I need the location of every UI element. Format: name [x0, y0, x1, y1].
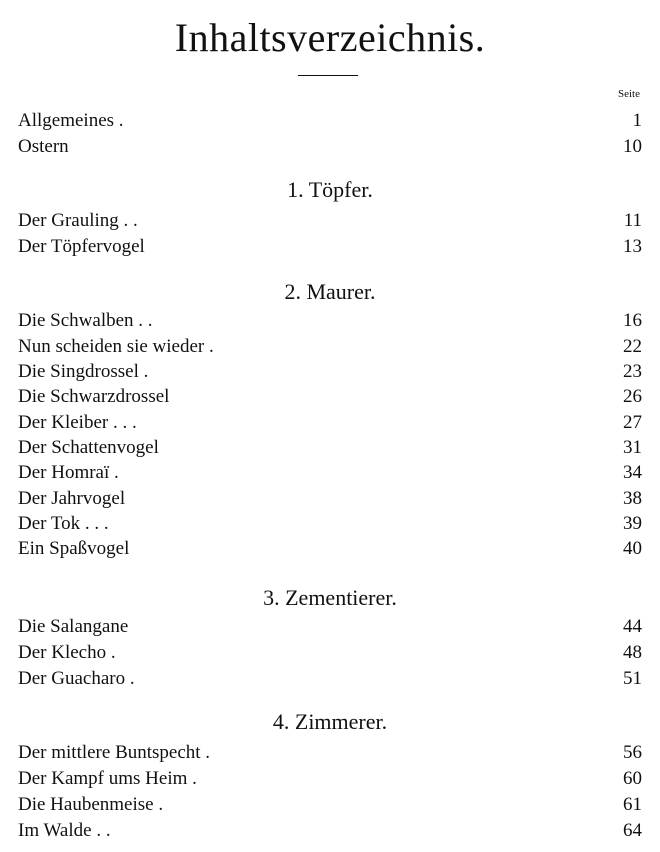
- toc-entry-title: Der Tok . . .: [18, 513, 109, 534]
- toc-entry: [18, 740, 642, 766]
- toc-entry-title: Ein Spaßvogel: [18, 538, 130, 559]
- toc-entry: [18, 766, 642, 792]
- toc-entry: [18, 536, 642, 562]
- toc-entry-title: Ostern: [18, 136, 69, 157]
- toc-entry-page: 31: [623, 437, 642, 458]
- toc-entry-page: 34: [623, 462, 642, 483]
- toc-entry: [18, 334, 642, 360]
- toc-entry-title: Die Singdrossel .: [18, 361, 149, 382]
- toc-entry: [18, 234, 642, 260]
- toc-entry: [18, 410, 642, 436]
- toc-entry-title: Die Salangane: [18, 616, 129, 637]
- toc-entry-page: 16: [623, 310, 642, 331]
- toc-entry-page: 48: [623, 642, 642, 663]
- page-title: Inhaltsverzeichnis.: [174, 15, 486, 60]
- toc-entry: [18, 511, 642, 537]
- toc-entry-page: 61: [623, 794, 642, 815]
- section-heading: 2. Maurer.: [284, 279, 376, 304]
- toc-entry-title: Der Guacharo .: [18, 668, 135, 689]
- toc-entry-title: Der Töpfervogel: [18, 236, 145, 257]
- toc-entry-title: Der Kampf ums Heim .: [18, 768, 197, 789]
- toc-entry-title: Der Schattenvogel: [18, 437, 159, 458]
- toc-entry: [18, 792, 642, 818]
- toc-entry-page: 11: [623, 210, 642, 231]
- toc-entry-page: 60: [623, 768, 642, 789]
- toc-entry-page: 64: [623, 820, 642, 841]
- toc-entry-title: Der Homraï .: [18, 462, 119, 483]
- title-rule: [298, 75, 358, 76]
- toc-entry: [18, 818, 642, 844]
- toc-entry-page: 1: [632, 110, 642, 131]
- toc-entry: [18, 614, 642, 640]
- toc-entry-page: 51: [623, 668, 642, 689]
- section-heading: 4. Zimmerer.: [272, 709, 388, 734]
- toc-entry-page: 22: [623, 336, 642, 357]
- toc-entry-title: Der Klecho .: [18, 642, 116, 663]
- toc-entry: [18, 134, 642, 160]
- toc-entry: [18, 384, 642, 410]
- toc-entry-title: Der Grauling . .: [18, 210, 138, 231]
- toc-entry-page: 38: [623, 488, 642, 509]
- toc-entry-title: Der mittlere Buntspecht .: [18, 742, 211, 763]
- toc-entry-title: Die Schwarzdrossel: [18, 386, 170, 407]
- toc-entry: [18, 486, 642, 512]
- toc-entry: [18, 359, 642, 385]
- toc-entry: [18, 460, 642, 486]
- toc-entry-page: 23: [623, 361, 642, 382]
- section-heading: 3. Zementierer.: [263, 585, 397, 610]
- toc-entry-title: Nun scheiden sie wieder .: [18, 336, 214, 357]
- page-column-header: Seite: [618, 88, 640, 100]
- toc-entry-title: Allgemeines .: [18, 110, 124, 131]
- toc-entry-page: 13: [623, 236, 642, 257]
- toc-entry: [18, 308, 642, 334]
- toc-entry: [18, 108, 642, 134]
- toc-entry: [18, 208, 642, 234]
- toc-entry-page: 56: [623, 742, 642, 763]
- toc-entry-page: 26: [623, 386, 642, 407]
- toc-entry-title: Der Kleiber . . .: [18, 412, 137, 433]
- toc-entry-page: 44: [623, 616, 642, 637]
- toc-entry-page: 27: [623, 412, 642, 433]
- toc-entry: [18, 435, 642, 461]
- toc-entry: [18, 640, 642, 666]
- toc-entry: [18, 666, 642, 692]
- toc-entry-page: 39: [623, 513, 642, 534]
- toc-entry-title: Der Jahrvogel: [18, 488, 126, 509]
- toc-entry-title: Die Haubenmeise .: [18, 794, 164, 815]
- toc-entry-title: Die Schwalben . .: [18, 310, 153, 331]
- toc-entry-title: Im Walde . .: [18, 820, 111, 841]
- toc-entry-page: 40: [623, 538, 642, 559]
- section-heading: 1. Töpfer.: [287, 177, 373, 202]
- toc-entry-page: 10: [623, 136, 642, 157]
